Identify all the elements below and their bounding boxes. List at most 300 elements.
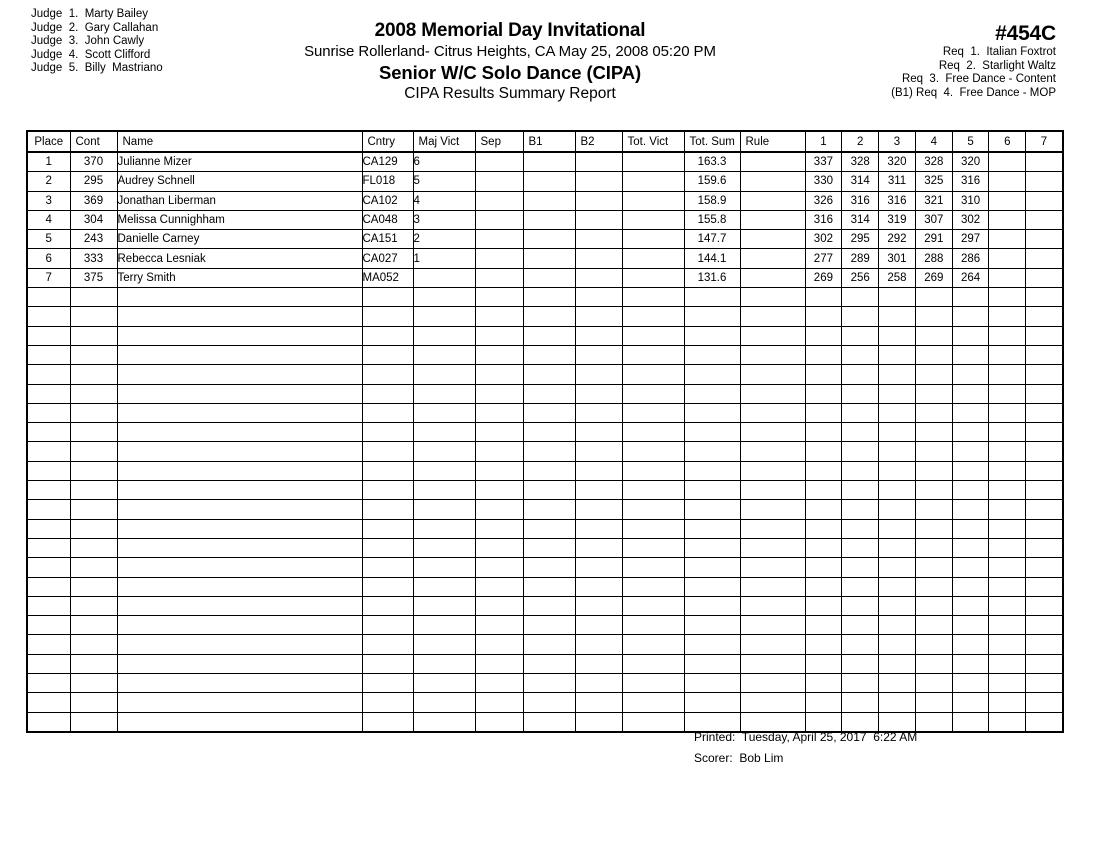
cell-blank — [740, 577, 805, 596]
cell-maj-vict: 2 — [413, 230, 475, 249]
table-row — [27, 230, 1063, 249]
col-header-tot-sum: Tot. Sum — [684, 131, 740, 152]
cell-blank — [523, 403, 575, 422]
cell-judge-4-score: 307 — [915, 210, 952, 229]
col-header-rule: Rule — [740, 131, 805, 152]
cell-blank — [879, 423, 916, 442]
cell-blank — [915, 654, 952, 673]
cell-blank — [117, 365, 362, 384]
cell-blank — [740, 423, 805, 442]
cell-blank — [842, 326, 879, 345]
cell-blank — [879, 500, 916, 519]
cell-blank — [475, 577, 523, 596]
cell-blank — [575, 712, 622, 732]
cell-blank — [842, 307, 879, 326]
cell-blank — [622, 403, 684, 422]
cell-blank — [413, 423, 475, 442]
cell-blank — [952, 596, 989, 615]
cell-judge-7-score — [1026, 191, 1063, 210]
cell-judge-2-score: 289 — [842, 249, 879, 268]
table-row — [27, 249, 1063, 268]
table-row-blank — [27, 403, 1063, 422]
cell-blank — [1026, 654, 1063, 673]
cell-blank — [684, 693, 740, 712]
cell-blank — [989, 500, 1026, 519]
cell-judge-2-score: 316 — [842, 191, 879, 210]
cell-blank — [475, 384, 523, 403]
requirement-line-1: Req 1. Italian Foxtrot — [942, 46, 1056, 58]
cell-blank — [684, 558, 740, 577]
cell-tot-vict — [622, 268, 684, 287]
cell-blank — [879, 442, 916, 461]
cell-cont: 370 — [70, 152, 117, 172]
cell-blank — [413, 635, 475, 654]
cell-blank — [575, 442, 622, 461]
cell-blank — [575, 307, 622, 326]
cell-blank — [362, 288, 413, 307]
cell-blank — [117, 674, 362, 693]
cell-blank — [805, 326, 842, 345]
cell-judge-1-score: 330 — [805, 172, 842, 191]
cell-b1 — [523, 249, 575, 268]
cell-name: Melissa Cunnighham — [117, 210, 362, 229]
cell-blank — [117, 307, 362, 326]
col-header-sep: Sep — [475, 131, 523, 152]
cell-place: 1 — [27, 152, 70, 172]
cell-b2 — [575, 268, 622, 287]
cell-blank — [413, 461, 475, 480]
cell-maj-vict: 3 — [413, 210, 475, 229]
cell-blank — [475, 326, 523, 345]
cell-rule — [740, 249, 805, 268]
cell-blank — [362, 345, 413, 364]
cell-judge-2-score: 314 — [842, 210, 879, 229]
cell-blank — [989, 519, 1026, 538]
cell-blank — [575, 461, 622, 480]
report-subtitle: CIPA Results Summary Report — [404, 85, 616, 102]
cell-blank — [740, 635, 805, 654]
cell-blank — [879, 654, 916, 673]
cell-blank — [27, 384, 70, 403]
cell-blank — [362, 558, 413, 577]
cell-tot-vict — [622, 210, 684, 229]
cell-blank — [915, 384, 952, 403]
cell-blank — [413, 712, 475, 732]
cell-blank — [740, 384, 805, 403]
cell-blank — [622, 596, 684, 615]
cell-judge-5-score: 320 — [952, 152, 989, 172]
cell-blank — [1026, 500, 1063, 519]
cell-cntry: CA129 — [362, 152, 413, 172]
cell-blank — [842, 558, 879, 577]
cell-blank — [70, 616, 117, 635]
cell-blank — [879, 635, 916, 654]
table-row-blank — [27, 596, 1063, 615]
cell-blank — [1026, 288, 1063, 307]
cell-b2 — [575, 172, 622, 191]
cell-blank — [842, 635, 879, 654]
cell-blank — [117, 500, 362, 519]
col-header-judge-7: 7 — [1026, 131, 1063, 152]
cell-blank — [952, 384, 989, 403]
cell-blank — [805, 596, 842, 615]
cell-maj-vict: 4 — [413, 191, 475, 210]
cell-blank — [915, 442, 952, 461]
cell-blank — [1026, 403, 1063, 422]
printed-timestamp: Printed: Tuesday, April 25, 2017 6:22 AM — [694, 730, 918, 744]
cell-blank — [70, 712, 117, 732]
cell-blank — [27, 558, 70, 577]
cell-blank — [684, 538, 740, 557]
cell-blank — [879, 403, 916, 422]
cell-blank — [523, 365, 575, 384]
cell-blank — [523, 442, 575, 461]
cell-blank — [475, 558, 523, 577]
cell-blank — [989, 616, 1026, 635]
cell-blank — [879, 616, 916, 635]
cell-blank — [879, 693, 916, 712]
cell-tot-sum: 155.8 — [684, 210, 740, 229]
cell-sep — [475, 230, 523, 249]
cell-blank — [362, 577, 413, 596]
cell-blank — [523, 654, 575, 673]
cell-blank — [989, 558, 1026, 577]
cell-blank — [27, 538, 70, 557]
cell-blank — [684, 423, 740, 442]
cell-blank — [989, 596, 1026, 615]
cell-blank — [1026, 712, 1063, 732]
cell-blank — [684, 635, 740, 654]
col-header-judge-6: 6 — [989, 131, 1026, 152]
cell-blank — [413, 403, 475, 422]
cell-blank — [805, 674, 842, 693]
cell-blank — [523, 326, 575, 345]
cell-blank — [1026, 307, 1063, 326]
cell-blank — [684, 403, 740, 422]
cell-blank — [879, 577, 916, 596]
cell-blank — [1026, 635, 1063, 654]
cell-blank — [575, 577, 622, 596]
cell-blank — [805, 654, 842, 673]
cell-blank — [952, 461, 989, 480]
cell-blank — [413, 481, 475, 500]
cell-blank — [684, 519, 740, 538]
table-row-blank — [27, 616, 1063, 635]
cell-b1 — [523, 172, 575, 191]
cell-blank — [575, 538, 622, 557]
cell-blank — [915, 616, 952, 635]
cell-blank — [475, 403, 523, 422]
cell-tot-sum: 131.6 — [684, 268, 740, 287]
requirement-line-4: (B1) Req 4. Free Dance - MOP — [891, 86, 1056, 99]
cell-blank — [523, 616, 575, 635]
cell-blank — [805, 288, 842, 307]
cell-blank — [622, 712, 684, 732]
cell-judge-6-score — [989, 172, 1026, 191]
cell-blank — [70, 481, 117, 500]
cell-cntry: CA027 — [362, 249, 413, 268]
cell-blank — [740, 345, 805, 364]
cell-cntry: MA052 — [362, 268, 413, 287]
cell-blank — [989, 403, 1026, 422]
cell-tot-vict — [622, 249, 684, 268]
table-row — [27, 152, 1063, 172]
cell-blank — [989, 365, 1026, 384]
cell-blank — [805, 577, 842, 596]
cell-blank — [805, 519, 842, 538]
judge-line-5: Judge 5. Billy Mastriano — [31, 62, 163, 75]
cell-blank — [952, 288, 989, 307]
cell-blank — [117, 384, 362, 403]
cell-b1 — [523, 230, 575, 249]
cell-blank — [915, 596, 952, 615]
cell-judge-3-score: 320 — [879, 152, 916, 172]
col-header-b2: B2 — [575, 131, 622, 152]
cell-blank — [740, 616, 805, 635]
cell-blank — [413, 307, 475, 326]
cell-blank — [117, 461, 362, 480]
cell-blank — [575, 558, 622, 577]
cell-blank — [622, 307, 684, 326]
cell-blank — [622, 288, 684, 307]
cell-b2 — [575, 191, 622, 210]
cell-rule — [740, 210, 805, 229]
cell-blank — [989, 674, 1026, 693]
cell-blank — [27, 403, 70, 422]
judge-line-4: Judge 4. Scott Clifford — [31, 48, 151, 61]
cell-blank — [413, 345, 475, 364]
cell-blank — [70, 461, 117, 480]
cell-blank — [740, 461, 805, 480]
cell-blank — [27, 326, 70, 345]
cell-sep — [475, 152, 523, 172]
cell-maj-vict: 1 — [413, 249, 475, 268]
cell-blank — [622, 461, 684, 480]
cell-blank — [575, 500, 622, 519]
cell-blank — [362, 712, 413, 732]
cell-blank — [842, 481, 879, 500]
cell-blank — [70, 674, 117, 693]
cell-blank — [842, 654, 879, 673]
cell-blank — [805, 423, 842, 442]
cell-blank — [622, 577, 684, 596]
cell-b1 — [523, 191, 575, 210]
cell-b2 — [575, 230, 622, 249]
cell-blank — [117, 616, 362, 635]
cell-blank — [684, 365, 740, 384]
cell-blank — [915, 481, 952, 500]
cell-blank — [362, 635, 413, 654]
cell-blank — [989, 693, 1026, 712]
cell-name: Jonathan Liberman — [117, 191, 362, 210]
cell-rule — [740, 230, 805, 249]
cell-blank — [413, 538, 475, 557]
cell-blank — [70, 307, 117, 326]
cell-blank — [952, 616, 989, 635]
cell-blank — [952, 538, 989, 557]
cell-blank — [842, 384, 879, 403]
cell-blank — [70, 365, 117, 384]
cell-blank — [70, 635, 117, 654]
cell-blank — [805, 538, 842, 557]
cell-blank — [915, 307, 952, 326]
cell-judge-3-score: 319 — [879, 210, 916, 229]
cell-blank — [413, 519, 475, 538]
report-header — [230, 20, 790, 104]
cell-blank — [475, 519, 523, 538]
cell-blank — [1026, 326, 1063, 345]
cell-blank — [622, 654, 684, 673]
cell-blank — [805, 693, 842, 712]
cell-tot-vict — [622, 191, 684, 210]
cell-blank — [989, 288, 1026, 307]
col-header-judge-4: 4 — [915, 131, 952, 152]
cell-blank — [1026, 345, 1063, 364]
cell-sep — [475, 210, 523, 229]
cell-blank — [1026, 674, 1063, 693]
cell-blank — [117, 538, 362, 557]
cell-cntry: CA048 — [362, 210, 413, 229]
event-title: 2008 Memorial Day Invitational — [374, 20, 646, 41]
cell-blank — [842, 538, 879, 557]
cell-blank — [915, 403, 952, 422]
judge-line-1: Judge 1. Marty Bailey — [31, 8, 148, 20]
cell-blank — [117, 635, 362, 654]
cell-blank — [70, 384, 117, 403]
table-row-blank — [27, 558, 1063, 577]
cell-b1 — [523, 152, 575, 172]
cell-blank — [575, 403, 622, 422]
cell-blank — [362, 693, 413, 712]
cell-blank — [575, 635, 622, 654]
col-header-place: Place — [27, 131, 70, 152]
cell-blank — [684, 307, 740, 326]
cell-blank — [989, 461, 1026, 480]
cell-blank — [805, 616, 842, 635]
cell-blank — [523, 423, 575, 442]
table-row-blank — [27, 577, 1063, 596]
cell-blank — [413, 365, 475, 384]
cell-blank — [879, 461, 916, 480]
cell-blank — [740, 442, 805, 461]
cell-blank — [952, 693, 989, 712]
cell-judge-6-score — [989, 230, 1026, 249]
cell-place: 2 — [27, 172, 70, 191]
table-row-blank — [27, 654, 1063, 673]
col-header-judge-2: 2 — [842, 131, 879, 152]
cell-blank — [1026, 461, 1063, 480]
cell-blank — [1026, 693, 1063, 712]
cell-blank — [1026, 442, 1063, 461]
cell-judge-3-score: 292 — [879, 230, 916, 249]
cell-blank — [117, 288, 362, 307]
cell-judge-1-score: 302 — [805, 230, 842, 249]
cell-judge-1-score: 269 — [805, 268, 842, 287]
cell-blank — [575, 345, 622, 364]
cell-blank — [842, 423, 879, 442]
cell-blank — [70, 326, 117, 345]
scorer-name: Scorer: Bob Lim — [694, 751, 784, 765]
cell-cntry: CA102 — [362, 191, 413, 210]
cell-blank — [475, 616, 523, 635]
col-header-judge-3: 3 — [879, 131, 916, 152]
cell-tot-sum: 147.7 — [684, 230, 740, 249]
cell-rule — [740, 191, 805, 210]
cell-blank — [475, 674, 523, 693]
cell-maj-vict — [413, 268, 475, 287]
table-row-blank — [27, 365, 1063, 384]
cell-place: 6 — [27, 249, 70, 268]
cell-blank — [575, 519, 622, 538]
cell-sep — [475, 268, 523, 287]
cell-judge-1-score: 326 — [805, 191, 842, 210]
cell-blank — [523, 481, 575, 500]
cell-judge-4-score: 321 — [915, 191, 952, 210]
col-header-cont: Cont — [70, 131, 117, 152]
cell-blank — [27, 345, 70, 364]
cell-judge-3-score: 311 — [879, 172, 916, 191]
cell-blank — [117, 326, 362, 345]
table-row-blank — [27, 288, 1063, 307]
cell-blank — [842, 345, 879, 364]
cell-blank — [1026, 558, 1063, 577]
cell-blank — [879, 558, 916, 577]
cell-blank — [622, 693, 684, 712]
cell-blank — [915, 326, 952, 345]
cell-blank — [740, 558, 805, 577]
cell-b1 — [523, 268, 575, 287]
cell-blank — [684, 596, 740, 615]
cell-blank — [413, 288, 475, 307]
judge-line-3: Judge 3. John Cawly — [31, 35, 145, 48]
cell-blank — [952, 481, 989, 500]
cell-b2 — [575, 249, 622, 268]
cell-blank — [523, 538, 575, 557]
cell-blank — [117, 345, 362, 364]
cell-judge-6-score — [989, 191, 1026, 210]
col-header-maj-vict: Maj Vict — [413, 131, 475, 152]
cell-tot-vict — [622, 152, 684, 172]
cell-blank — [70, 596, 117, 615]
cell-name: Rebecca Lesniak — [117, 249, 362, 268]
cell-place: 3 — [27, 191, 70, 210]
cell-blank — [475, 635, 523, 654]
cell-blank — [70, 538, 117, 557]
cell-blank — [523, 384, 575, 403]
cell-blank — [805, 403, 842, 422]
cell-blank — [879, 538, 916, 557]
cell-judge-7-score — [1026, 268, 1063, 287]
venue-datetime-line: Sunrise Rollerland- Citrus Heights, CA May 25, 2008 05:20 PM — [304, 43, 716, 60]
cell-blank — [575, 654, 622, 673]
cell-blank — [413, 674, 475, 693]
table-row-blank — [27, 326, 1063, 345]
table-row — [27, 268, 1063, 287]
cell-blank — [842, 403, 879, 422]
cell-blank — [842, 674, 879, 693]
cell-blank — [523, 461, 575, 480]
table-row-blank — [27, 519, 1063, 538]
col-header-judge-5: 5 — [952, 131, 989, 152]
cell-blank — [740, 403, 805, 422]
cell-b2 — [575, 152, 622, 172]
cell-blank — [952, 558, 989, 577]
cell-blank — [27, 577, 70, 596]
cell-judge-2-score: 256 — [842, 268, 879, 287]
cell-judge-5-score: 316 — [952, 172, 989, 191]
cell-blank — [117, 596, 362, 615]
cell-name: Audrey Schnell — [117, 172, 362, 191]
